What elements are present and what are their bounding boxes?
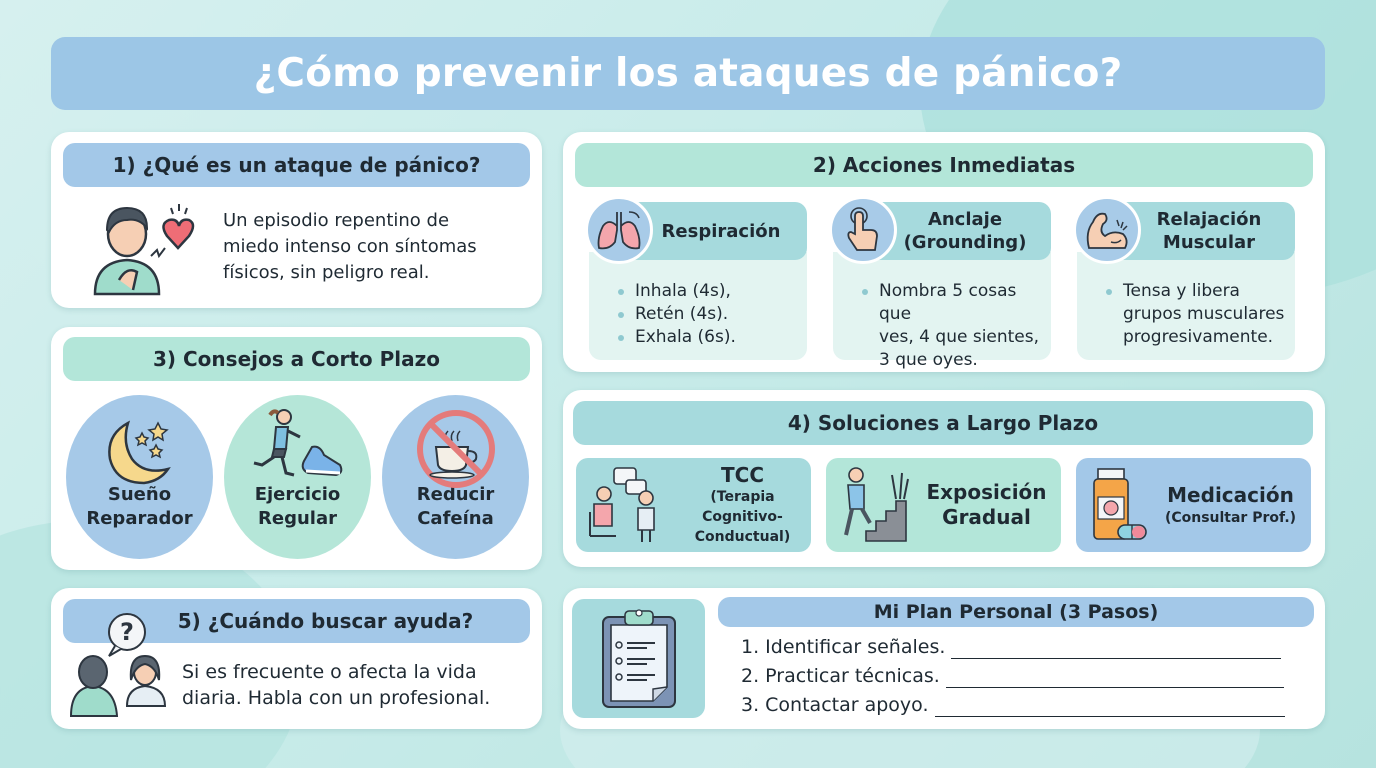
person-heart-palpitation-icon: [89, 200, 199, 296]
moon-stars-icon: [100, 417, 180, 487]
solution-exposure: [826, 458, 1061, 552]
card-immediate-actions: [563, 132, 1325, 372]
action-body: [589, 252, 807, 360]
therapy-session-icon: [582, 464, 674, 546]
card-long-term-solutions: [563, 390, 1325, 567]
text-line: diaria. Habla con un profesional.: [182, 687, 491, 709]
section-header: 4) Soluciones a Largo Plazo: [573, 401, 1313, 445]
section-header: 1) ¿Qué es un ataque de pánico?: [63, 143, 530, 187]
step-blank-line[interactable]: [935, 699, 1285, 717]
action-grounding: [831, 202, 1051, 370]
pill-bottle-icon: [1088, 465, 1150, 545]
step-label: 1. Identificar señales.: [741, 636, 946, 658]
bullet-item: 3 que oyes.: [879, 350, 978, 370]
bullet-item: progresivamente.: [1123, 327, 1274, 347]
text-line: miedo intenso con síntomas: [223, 236, 477, 257]
action-title: Relajación Muscular: [1099, 202, 1295, 260]
no-coffee-icon: [414, 407, 498, 491]
definition-text: [223, 208, 477, 286]
bullet-item: Retén (4s).: [615, 303, 807, 326]
solution-medication: [1076, 458, 1311, 552]
bullet-item: Exhala (6s).: [615, 326, 807, 349]
step-blank-line[interactable]: [946, 670, 1284, 688]
bullet-item: Tensa y libera: [1103, 280, 1295, 303]
card-what-is-panic-attack: [51, 132, 542, 308]
card-when-to-seek-help: [51, 588, 542, 729]
action-title: Respiración: [611, 202, 807, 260]
step-blank-line[interactable]: [951, 641, 1281, 659]
action-title: Anclaje (Grounding): [855, 202, 1051, 260]
card-short-term-tips: [51, 327, 542, 570]
finger-touch-icon: [829, 196, 897, 264]
text-line: Un episodio repentino de: [223, 210, 450, 231]
clipboard-checklist-icon: [572, 599, 705, 718]
card-personal-plan: [563, 588, 1325, 729]
section-header: 2) Acciones Inmediatas: [575, 143, 1313, 187]
svg-text:?: ?: [120, 618, 134, 646]
solution-label: Medicación (Consultar Prof.): [1164, 483, 1297, 526]
action-body: [1077, 252, 1295, 360]
solution-cbt: [576, 458, 811, 552]
runner-sneaker-icon: [250, 405, 346, 485]
plan-step-2: [741, 664, 1284, 688]
help-text: [182, 659, 490, 711]
tip-label: Reducir Cafeína: [416, 484, 495, 529]
lungs-icon: [585, 196, 653, 264]
tip-sleep: [66, 395, 213, 559]
climbing-stairs-icon: [836, 465, 912, 545]
step-label: 2. Practicar técnicas.: [741, 665, 940, 687]
tip-exercise: [224, 395, 371, 559]
bullet-item: Nombra 5 cosas que: [859, 280, 1051, 326]
action-muscle-relaxation: [1075, 202, 1295, 360]
text-line: físicos, sin peligro real.: [223, 262, 430, 283]
tip-caffeine: [382, 395, 529, 559]
step-label: 3. Contactar apoyo.: [741, 694, 929, 716]
solution-label: Exposición Gradual: [926, 480, 1047, 529]
plan-step-1: [741, 635, 1281, 659]
bullet-item: Inhala (4s),: [615, 280, 807, 303]
action-body: [833, 252, 1051, 370]
page-title: ¿Cómo prevenir los ataques de pánico?: [51, 37, 1325, 110]
patient-doctor-question-icon: [69, 610, 179, 718]
section-header: 3) Consejos a Corto Plazo: [63, 337, 530, 381]
tip-label: Ejercicio Regular: [254, 484, 341, 529]
flexed-arm-icon: [1073, 196, 1141, 264]
section-header: 5) ¿Cuándo buscar ayuda?: [63, 599, 530, 643]
text-line: Si es frecuente o afecta la vida: [182, 661, 477, 683]
tip-label: Sueño Reparador: [86, 484, 193, 529]
solution-label: TCC (Terapia Cognitivo- Conductual): [694, 463, 791, 545]
action-breathing: [587, 202, 807, 360]
bullet-item: ves, 4 que sientes,: [879, 327, 1040, 347]
bullet-item: grupos musculares: [1123, 304, 1285, 324]
plan-header: Mi Plan Personal (3 Pasos): [718, 597, 1314, 627]
plan-step-3: [741, 693, 1285, 717]
